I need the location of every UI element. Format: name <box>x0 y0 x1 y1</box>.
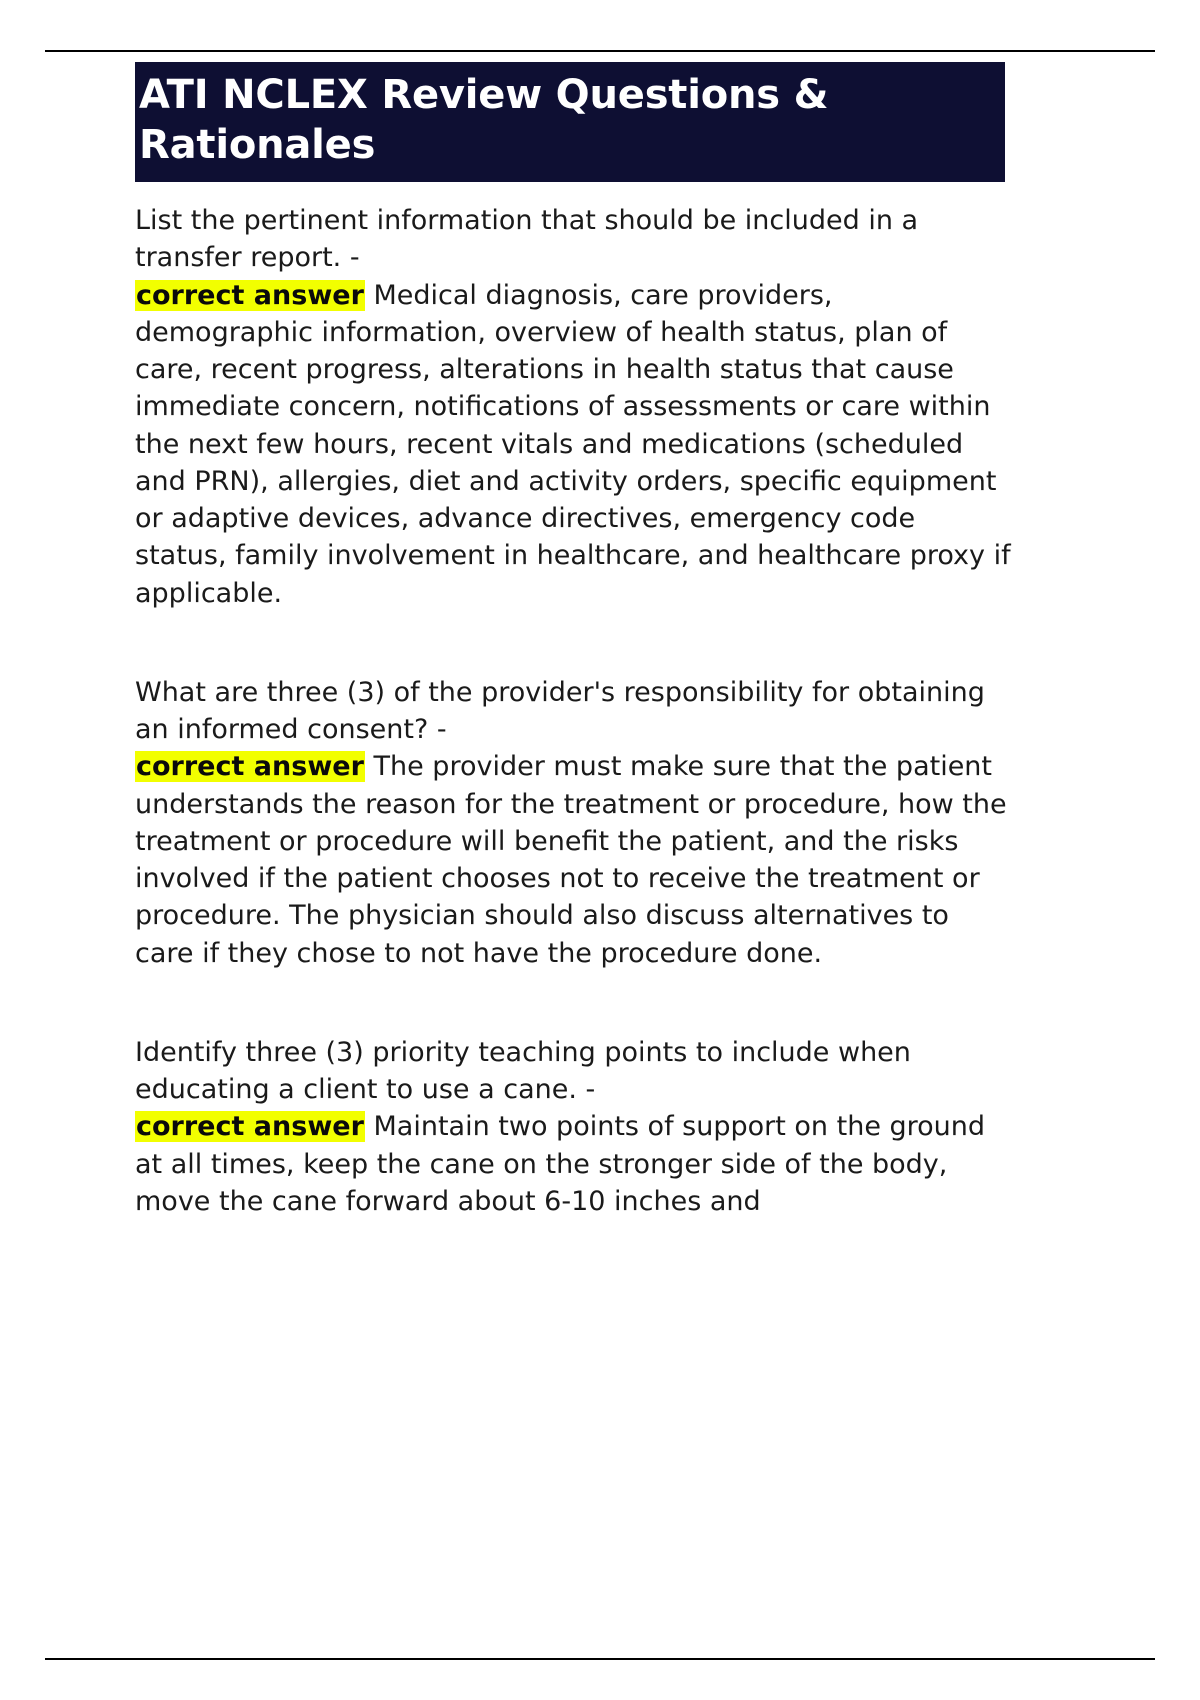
question-text: What are three (3) of the provider's responsibility for obtaining an informed consent? - <box>135 676 985 745</box>
page-title: ATI NCLEX Review Questions & Rationales <box>135 62 1005 182</box>
qa-item <box>135 1034 1015 1220</box>
answer-text: Medical diagnosis, care providers, demographic information, overview of health status, plan of care, recent progress, alterations in health status that cause immediate concern, notifications of assessments or care within the next few hours, recent vitals and medications (scheduled and PRN), allergies, diet and activity orders, specific equipment or adaptive devices, advance directives, emergency code status, family involvement in healthcare, and healthcare proxy if applicable. <box>135 279 1011 609</box>
question-text: List the pertinent information that should be included in a transfer report. - <box>135 205 919 274</box>
correct-answer-label: correct answer <box>136 751 364 783</box>
qa-paragraph <box>135 1034 1015 1220</box>
qa-item <box>135 202 1015 612</box>
page-bottom-rule <box>45 1658 1155 1660</box>
correct-answer-label: correct answer <box>136 279 364 311</box>
qa-item <box>135 674 1015 972</box>
answer-text: Maintain two points of support on the ground at all times, keep the cane on the stronger side of the body, move the cane forward about 6-10 inches and <box>135 1111 986 1217</box>
correct-answer-label: correct answer <box>136 1111 364 1143</box>
answer-text: The provider must make sure that the patient understands the reason for the treatment or procedure, how the treatment or procedure will benefit the patient, and the risks involved if the patient chooses not to receive the treatment or procedure. The physician should also discuss alternatives to care if they chose to not have the procedure done. <box>135 751 1007 969</box>
document-content <box>135 62 1015 1220</box>
page-top-rule <box>45 50 1155 52</box>
qa-paragraph <box>135 674 1015 972</box>
question-text: Identify three (3) priority teaching points to include when educating a client to use a cane. - <box>135 1036 911 1105</box>
qa-paragraph <box>135 202 1015 612</box>
